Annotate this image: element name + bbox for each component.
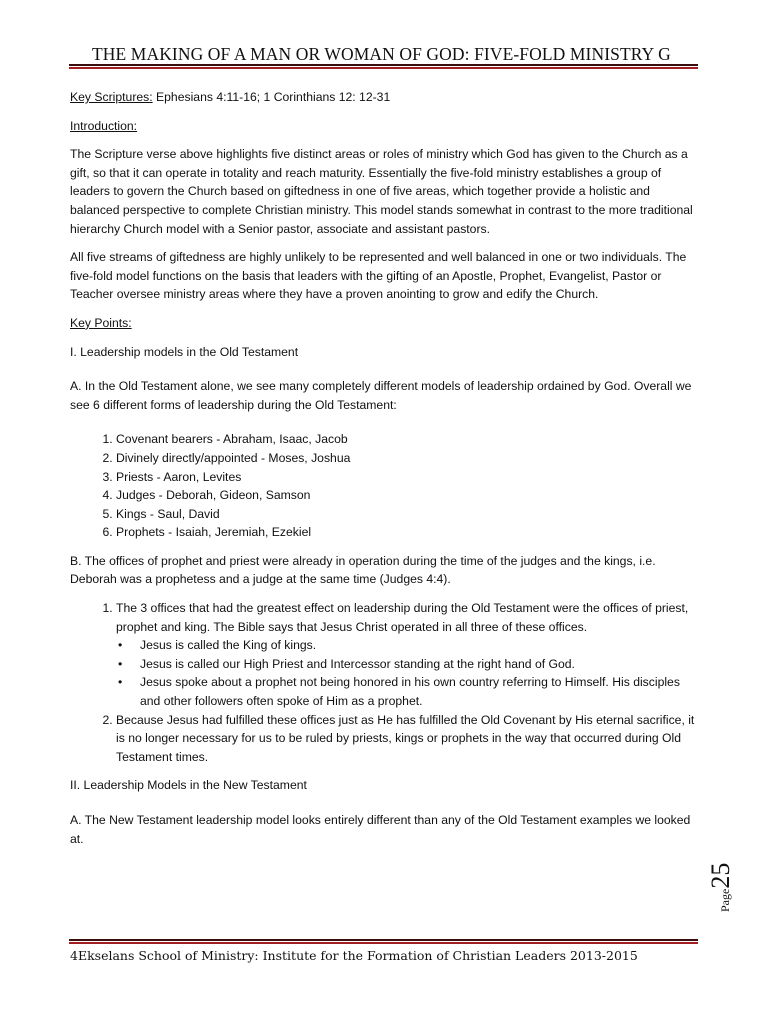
intro-paragraph-1: The Scripture verse above highlights five distinct areas or roles of ministry which God has given to the Church as a gift, so that it can operate in totality and reach maturity. Essentially the five-fold ministry establishes a group of leaders to govern the Church based on giftedness in one of five areas, which together provide a holistic and balanced perspective to complete Christian ministry. This model stands somewhat in contrast to the more traditional hierarchy Church model with a Senior pastor, associate and assistant pastors. [70, 147, 693, 236]
body-text [70, 88, 700, 858]
points-list [70, 599, 700, 766]
point-1-text: The 3 offices that had the greatest effect on leadership during the Old Testament were the offices of priest, prophet and king. The Bible says that Jesus Christ operated in all three of these offices. [116, 601, 689, 634]
list-item: 2. Divinely directly/appointed - Moses, Joshua [116, 449, 700, 468]
leadership-forms-list [70, 430, 700, 542]
page-label: Page [718, 888, 732, 912]
page-number [706, 862, 766, 912]
section-1-heading: I. Leadership models in the Old Testament [70, 344, 299, 359]
list-item: 2. Because Jesus had fulfilled these offices just as He has fulfilled the Old Covenant by His eternal sacrifice, it is no longer necessary for us to be ruled by priests, kings or prophets in the way that occurred during Old Testament times. [116, 711, 700, 767]
footer-rule [69, 939, 698, 944]
footer-text: 4Ekselans School of Ministry: Institute for the Formation of Christian Leaders 2013-2015 [70, 948, 638, 963]
bullet-list [116, 636, 700, 710]
key-scriptures-text: Ephesians 4:11-16; 1 Corinthians 12: 12-31 [152, 90, 391, 104]
key-scriptures-label: Key Scriptures: [70, 90, 153, 104]
introduction-heading: Introduction: [70, 118, 138, 133]
list-item: 3. Priests - Aaron, Levites [116, 468, 700, 487]
key-scriptures-line [70, 88, 700, 107]
bullet-item: • Jesus is called our High Priest and Intercessor standing at the right hand of God. [140, 655, 700, 674]
key-points-heading: Key Points: [70, 315, 132, 330]
list-item [116, 599, 700, 711]
list-item: 1. Covenant bearers - Abraham, Isaac, Jacob [116, 430, 700, 449]
intro-paragraph-2: All five streams of giftedness are highly unlikely to be represented and well balanced in one or two individuals. The five-fold model functions on the basis that leaders with the gifting of an Apostle, Prophet, Evangelist, Pastor or Teacher oversee ministry areas where they have a proven anointing to grow and edify the Church. [70, 250, 687, 302]
bullet-item: • Jesus is called the King of kings. [140, 636, 700, 655]
list-item: 5. Kings - Saul, David [116, 505, 700, 524]
list-item: 6. Prophets - Isaiah, Jeremiah, Ezekiel [116, 523, 700, 542]
paragraph-a: A. In the Old Testament alone, we see many completely different models of leadership ordained by God. Overall we see 6 different forms of leadership during the Old Testament: [70, 379, 692, 412]
bullet-item: • Jesus spoke about a prophet not being honored in his own country referring to Himself. His disciples and other followers often spoke of Him as a prophet. [140, 673, 700, 710]
paragraph-nt: A. The New Testament leadership model looks entirely different than any of the Old Testament examples we looked at. [70, 813, 691, 846]
section-2-heading: II. Leadership Models in the New Testament [70, 778, 307, 793]
header-title: THE MAKING OF A MAN OR WOMAN OF GOD: FIVE-FOLD MINISTRY G [92, 44, 671, 64]
header-rule [69, 64, 698, 69]
list-item: 4. Judges - Deborah, Gideon, Samson [116, 486, 700, 505]
paragraph-b: B. The offices of prophet and priest were already in operation during the time of the judges and the kings, i.e. Deborah was a prophetess and a judge at the same time (Judges 4:4). [70, 553, 656, 587]
page-number-value: 25 [706, 862, 735, 889]
